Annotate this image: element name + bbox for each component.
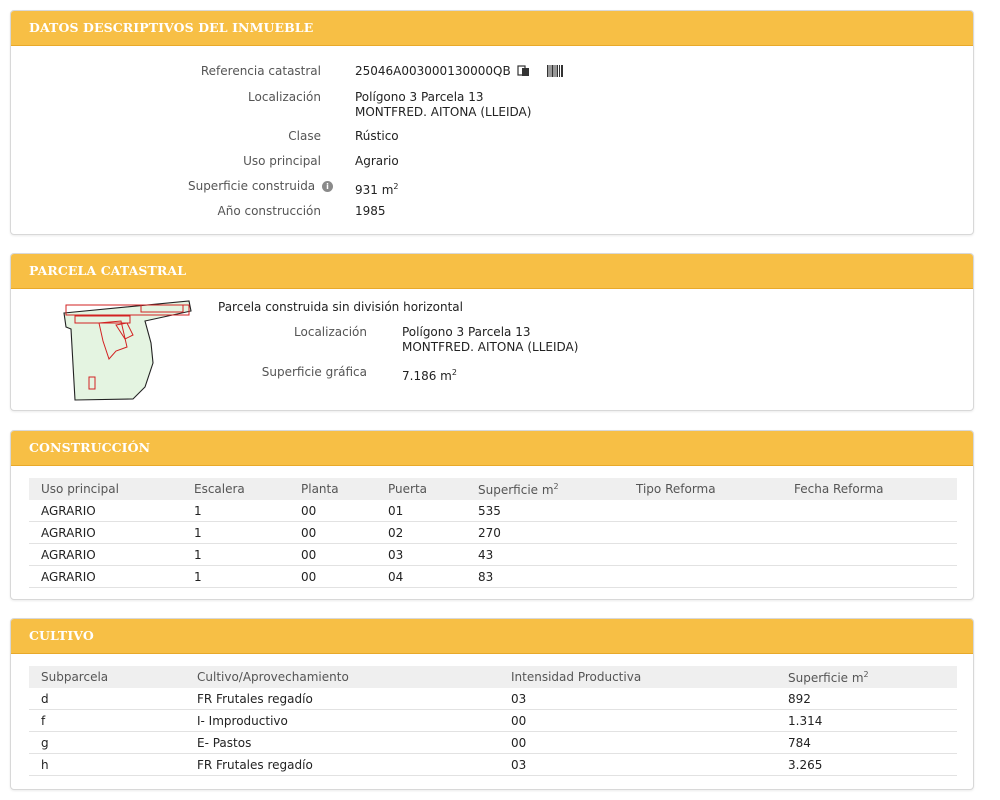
referencia-label: Referencia catastral (200, 64, 321, 78)
col-escalera: Escalera (182, 478, 289, 500)
col-planta: Planta (289, 478, 376, 500)
superficie-construida-number: 931 m (355, 183, 394, 197)
table-row (29, 754, 957, 776)
cell-uso: AGRARIO (29, 566, 182, 588)
cell-puerta: 03 (376, 544, 466, 566)
cell-uso: AGRARIO (29, 522, 182, 544)
cell-tipo-reforma (624, 500, 782, 522)
col-cultivo-superficie (776, 666, 957, 688)
cell-escalera: 1 (182, 566, 289, 588)
superficie-construida-exp: 2 (393, 182, 399, 191)
cell-subparcela: f (29, 710, 185, 732)
col-uso-principal: Uso principal (29, 478, 182, 500)
cell-cultivo: E- Pastos (185, 732, 499, 754)
cell-intensidad: 00 (499, 732, 776, 754)
cell-cultivo: FR Frutales regadío (185, 754, 499, 776)
superficie-construida-value (355, 179, 399, 198)
cell-escalera: 1 (182, 522, 289, 544)
clase-label: Clase (288, 129, 321, 143)
table-row (29, 732, 957, 754)
parcela-descripcion: Parcela construida sin división horizontal (218, 300, 463, 314)
col-superficie-exp: 2 (553, 481, 559, 491)
cell-subparcela: d (29, 688, 185, 710)
copy-icon[interactable] (517, 65, 530, 81)
cell-intensidad: 03 (499, 688, 776, 710)
cultivo-header-row (29, 666, 957, 688)
construccion-header-row (29, 478, 957, 500)
cell-cultivo: FR Frutales regadío (185, 688, 499, 710)
superficie-grafica-label: Superficie gráfica (261, 365, 367, 379)
parcela-localizacion-line1: Polígono 3 Parcela 13 (402, 325, 531, 339)
cell-planta: 00 (289, 522, 376, 544)
cell-tipo-reforma (624, 566, 782, 588)
referencia-text[interactable]: 25046A003000130000QB (355, 64, 511, 78)
uso-principal-value: Agrario (355, 154, 399, 168)
localizacion-line2: MONTFRED. AITONA (LLEIDA) (355, 105, 532, 119)
localizacion-line1: Polígono 3 Parcela 13 (355, 90, 484, 104)
cell-subparcela: h (29, 754, 185, 776)
table-row (29, 522, 957, 544)
col-intensidad: Intensidad Productiva (499, 666, 776, 688)
cell-uso: AGRARIO (29, 544, 182, 566)
superficie-grafica-value (402, 365, 457, 384)
construccion-header: CONSTRUCCIÓN (11, 431, 973, 466)
parcela-localizacion-label: Localización (294, 325, 367, 339)
cell-puerta: 02 (376, 522, 466, 544)
uso-principal-label: Uso principal (243, 154, 321, 168)
cultivo-table (29, 666, 957, 776)
table-row (29, 500, 957, 522)
anio-construccion-value: 1985 (355, 204, 386, 218)
cell-uso: AGRARIO (29, 500, 182, 522)
cell-cultivo: I- Improductivo (185, 710, 499, 732)
table-row (29, 566, 957, 588)
col-cultivo-superficie-label: Superficie m (788, 670, 864, 685)
cell-superficie: 892 (776, 688, 957, 710)
cell-subparcela: g (29, 732, 185, 754)
superficie-grafica-number: 7.186 m (402, 369, 452, 383)
construccion-table (29, 478, 957, 588)
parcela-catastral-header: PARCELA CATASTRAL (11, 254, 973, 289)
col-superficie (466, 478, 624, 500)
cell-puerta: 01 (376, 500, 466, 522)
parcel-map-thumbnail[interactable] (61, 299, 201, 403)
cell-escalera: 1 (182, 500, 289, 522)
cultivo-panel (10, 618, 974, 790)
anio-construccion-label: Año construcción (217, 204, 321, 218)
cell-planta: 00 (289, 566, 376, 588)
cell-escalera: 1 (182, 544, 289, 566)
cell-superficie: 1.314 (776, 710, 957, 732)
table-row (29, 688, 957, 710)
localizacion-label: Localización (248, 90, 321, 104)
datos-descriptivos-panel (10, 10, 974, 235)
parcela-localizacion-line2: MONTFRED. AITONA (LLEIDA) (402, 340, 579, 354)
col-tipo-reforma: Tipo Reforma (624, 478, 782, 500)
col-fecha-reforma: Fecha Reforma (782, 478, 957, 500)
cell-tipo-reforma (624, 522, 782, 544)
col-puerta: Puerta (376, 478, 466, 500)
table-row (29, 544, 957, 566)
cell-planta: 00 (289, 500, 376, 522)
barcode-icon[interactable] (547, 65, 563, 81)
cell-superficie: 3.265 (776, 754, 957, 776)
cultivo-header: CULTIVO (11, 619, 973, 654)
cell-superficie: 535 (466, 500, 624, 522)
superficie-grafica-exp: 2 (451, 368, 457, 377)
superficie-construida-label (188, 179, 333, 193)
parcela-localizacion-value (402, 325, 578, 355)
referencia-value (355, 64, 563, 81)
cell-intensidad: 00 (499, 710, 776, 732)
cell-intensidad: 03 (499, 754, 776, 776)
info-icon[interactable]: i (322, 181, 333, 192)
cell-fecha-reforma (782, 566, 957, 588)
col-superficie-label: Superficie m (478, 482, 554, 497)
col-cultivo-superficie-exp: 2 (863, 669, 869, 679)
cell-tipo-reforma (624, 544, 782, 566)
parcela-catastral-panel (10, 253, 974, 411)
cell-superficie: 83 (466, 566, 624, 588)
cell-puerta: 04 (376, 566, 466, 588)
localizacion-value (355, 90, 531, 120)
clase-value: Rústico (355, 129, 399, 143)
superficie-construida-text: Superficie construida (187, 179, 316, 193)
col-subparcela: Subparcela (29, 666, 185, 688)
table-row (29, 710, 957, 732)
cell-fecha-reforma (782, 500, 957, 522)
cell-superficie: 270 (466, 522, 624, 544)
cell-superficie: 43 (466, 544, 624, 566)
cell-planta: 00 (289, 544, 376, 566)
datos-descriptivos-header: DATOS DESCRIPTIVOS DEL INMUEBLE (11, 11, 973, 46)
cell-superficie: 784 (776, 732, 957, 754)
col-cultivo: Cultivo/Aprovechamiento (185, 666, 499, 688)
cell-fecha-reforma (782, 522, 957, 544)
cell-fecha-reforma (782, 544, 957, 566)
construccion-panel (10, 430, 974, 600)
